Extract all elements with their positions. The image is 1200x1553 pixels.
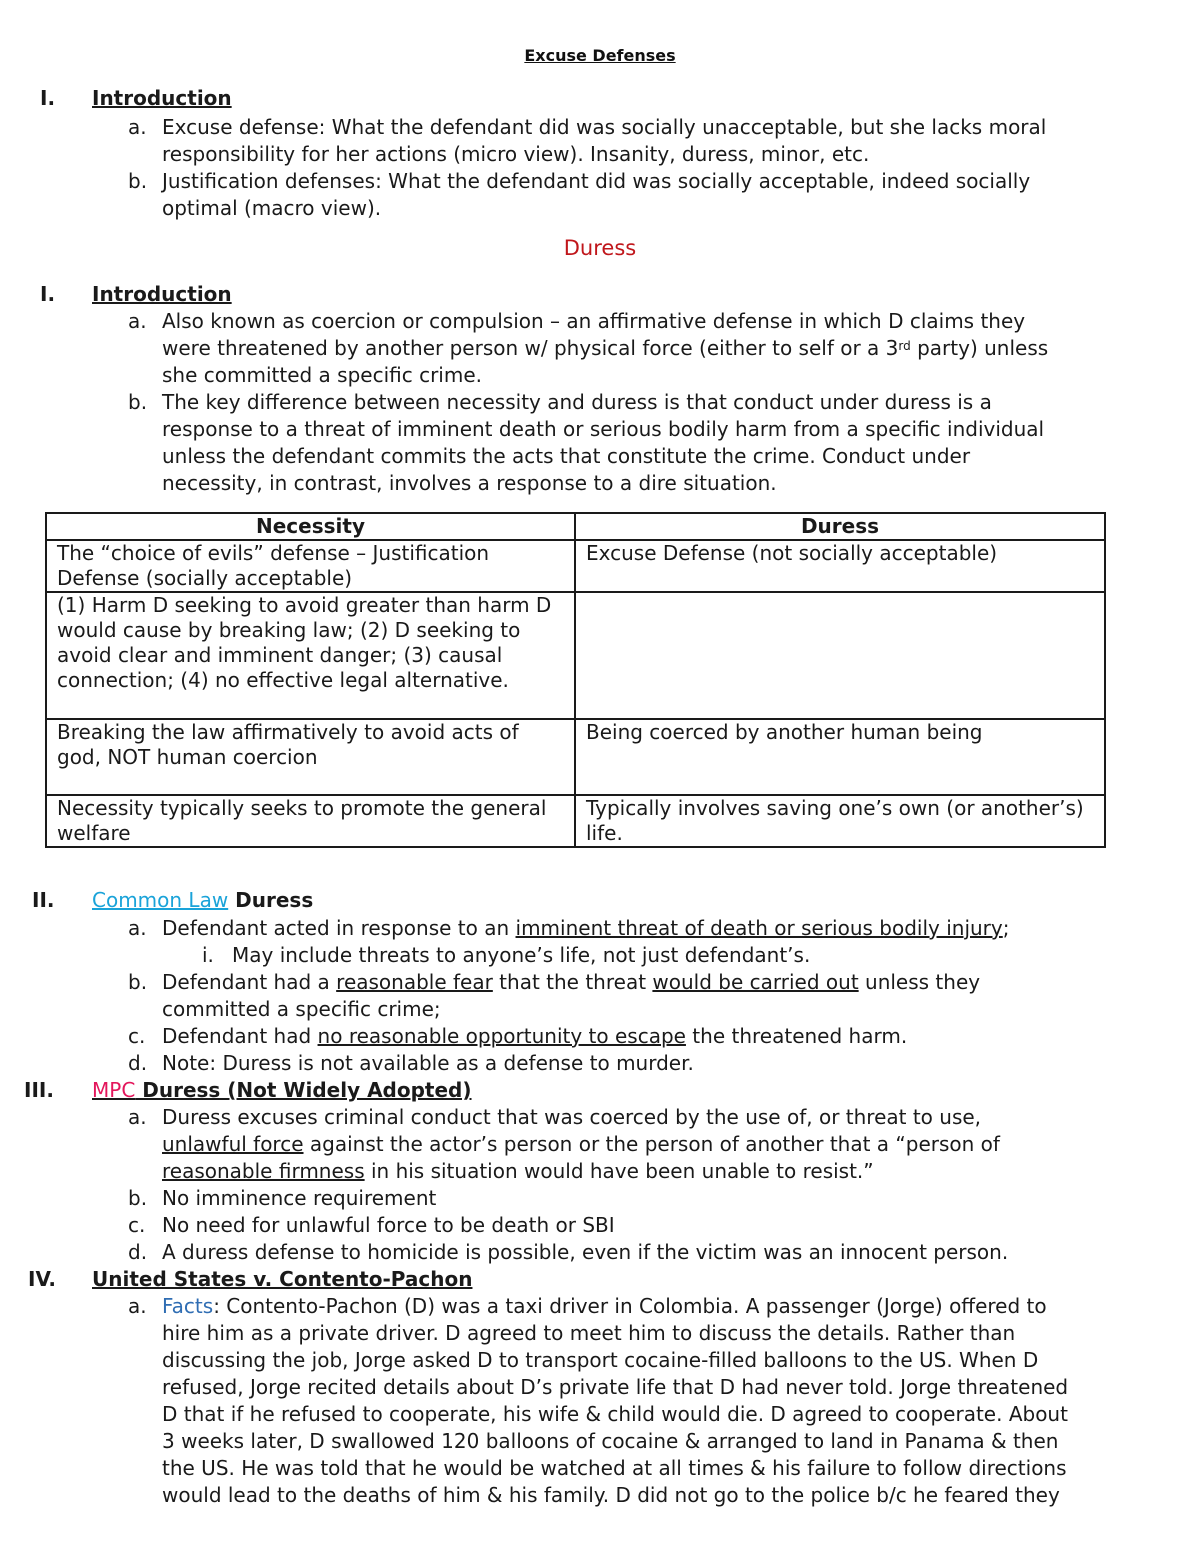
table-row [46, 719, 1105, 795]
intro-heading: Introduction [92, 282, 232, 306]
table-cell: Being coerced by another human being [575, 719, 1105, 795]
duress-heading: Duress [563, 236, 637, 260]
duress-definition-text: were threatened by another person w/ physical force (either to self or a 3rd party) unless [162, 336, 1049, 360]
list-marker: a. [128, 1105, 147, 1129]
common-law-heading: Common Law Duress [92, 888, 314, 912]
mpc-element: A duress defense to homicide is possible, even if the victim was an innocent person. [162, 1240, 1009, 1264]
list-marker: a. [128, 1294, 147, 1318]
list-marker: b. [128, 169, 148, 193]
table-cell: Breaking the law affirmatively to avoid acts of god, NOT human coercion [46, 719, 575, 795]
list-marker: b. [128, 390, 148, 414]
mpc-element: unlawful force against the actor’s person or the person of another that a “person of [162, 1132, 1000, 1156]
list-marker: d. [128, 1051, 148, 1075]
list-marker: a. [128, 309, 147, 333]
case-facts-text: refused, Jorge recited details about D’s private life that D had never told. Jorge threatened [162, 1375, 1069, 1399]
table-cell: (1) Harm D seeking to avoid greater than harm D would cause by breaking law; (2) D seeking to avoid clear and imminent danger; (3) causal connection; (4) no effective legal alternative. [46, 592, 575, 719]
table-cell: Necessity typically seeks to promote the general welfare [46, 795, 575, 847]
roman-numeral: II. [32, 888, 55, 912]
duress-definition-text: she committed a specific crime. [162, 363, 483, 387]
common-law-element: committed a specific crime; [162, 997, 441, 1021]
justification-defense-text: Justification defenses: What the defendant did was socially acceptable, indeed socially [162, 169, 1031, 193]
table-cell [575, 592, 1105, 719]
common-law-element: Defendant had no reasonable opportunity to escape the threatened harm. [162, 1024, 908, 1048]
excuse-defense-text: Excuse defense: What the defendant did was socially unacceptable, but she lacks moral [162, 115, 1047, 139]
table-cell: Typically involves saving one’s own (or another’s) life. [575, 795, 1105, 847]
list-marker: a. [128, 916, 147, 940]
case-heading: United States v. Contento-Pachon [92, 1267, 473, 1291]
list-marker: a. [128, 115, 147, 139]
common-law-element: Defendant had a reasonable fear that the threat would be carried out unless they [162, 970, 981, 994]
list-marker: b. [128, 1186, 148, 1210]
table-row [46, 795, 1105, 847]
mpc-heading: MPC Duress (Not Widely Adopted) [92, 1078, 472, 1102]
common-law-note: Note: Duress is not available as a defense to murder. [162, 1051, 694, 1075]
justification-defense-text: optimal (macro view). [162, 196, 382, 220]
common-law-subpoint: May include threats to anyone’s life, not just defendant’s. [232, 943, 811, 967]
mpc-element: Duress excuses criminal conduct that was coerced by the use of, or threat to use, [162, 1105, 982, 1129]
list-marker: i. [202, 943, 214, 967]
necessity-duress-table [45, 512, 1106, 848]
list-marker: d. [128, 1240, 148, 1264]
facts-label: Facts [162, 1294, 214, 1318]
key-difference-text: The key difference between necessity and duress is that conduct under duress is a [162, 390, 992, 414]
roman-numeral: I. [40, 86, 56, 110]
roman-numeral: III. [24, 1078, 54, 1102]
table-cell: The “choice of evils” defense – Justification Defense (socially acceptable) [46, 540, 575, 592]
table-header-row [46, 513, 1105, 540]
page-title: Excuse Defenses [524, 46, 676, 65]
table-header-duress: Duress [575, 513, 1105, 540]
common-law-element: Defendant acted in response to an imminent threat of death or serious bodily injury; [162, 916, 1010, 940]
key-difference-text: response to a threat of imminent death or serious bodily harm from a specific individual [162, 417, 1045, 441]
case-facts-text: D that if he refused to cooperate, his wife & child would die. D agreed to cooperate. About [162, 1402, 1068, 1426]
case-facts-text: the US. He was told that he would be watched at all times & his failure to follow directions [162, 1456, 1067, 1480]
case-facts-text: hire him as a private driver. D agreed to meet him to discuss the details. Rather than [162, 1321, 1016, 1345]
table-row [46, 540, 1105, 592]
roman-numeral: I. [40, 282, 56, 306]
list-marker: b. [128, 970, 148, 994]
case-facts-text: Facts: Contento-Pachon (D) was a taxi driver in Colombia. A passenger (Jorge) offered to [162, 1294, 1047, 1318]
mpc-element: No imminence requirement [162, 1186, 437, 1210]
case-facts-text: 3 weeks later, D swallowed 120 balloons of cocaine & arranged to land in Panama & then [162, 1429, 1059, 1453]
table-cell: Excuse Defense (not socially acceptable) [575, 540, 1105, 592]
intro-heading: Introduction [92, 86, 232, 110]
key-difference-text: unless the defendant commits the acts that constitute the crime. Conduct under [162, 444, 971, 468]
mpc-element: No need for unlawful force to be death or SBI [162, 1213, 615, 1237]
duress-definition-text: Also known as coercion or compulsion – an affirmative defense in which D claims they [162, 309, 1026, 333]
table-row [46, 592, 1105, 719]
key-difference-text: necessity, in contrast, involves a response to a dire situation. [162, 471, 777, 495]
table-header-necessity: Necessity [46, 513, 575, 540]
list-marker: c. [128, 1213, 146, 1237]
case-facts-text: discussing the job, Jorge asked D to transport cocaine-filled balloons to the US. When D [162, 1348, 1039, 1372]
case-facts-text: would lead to the deaths of him & his family. D did not go to the police b/c he feared they [162, 1483, 1060, 1507]
list-marker: c. [128, 1024, 146, 1048]
excuse-defense-text: responsibility for her actions (micro view). Insanity, duress, minor, etc. [162, 142, 870, 166]
roman-numeral: IV. [28, 1267, 56, 1291]
mpc-element: reasonable firmness in his situation would have been unable to resist.” [162, 1159, 874, 1183]
